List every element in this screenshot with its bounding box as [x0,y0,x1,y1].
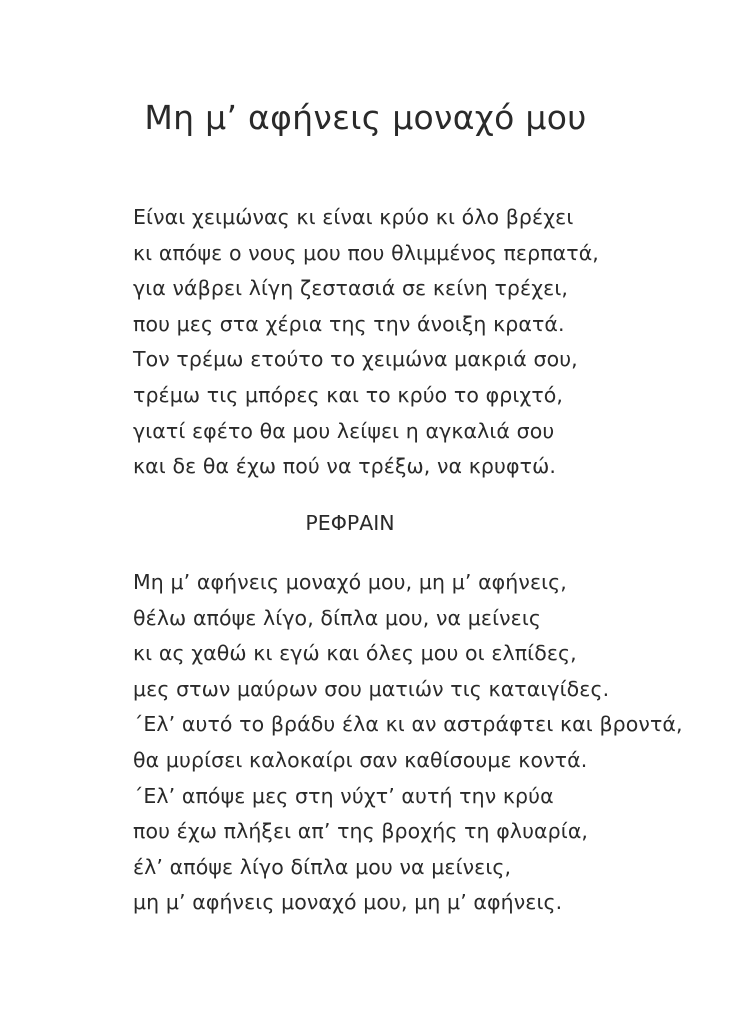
refrain-line: Μη μ’ αφήνεις μοναχό μου, μη μ’ αφήνεις, [133,570,567,594]
poem-title: Μη μ’ αφήνεις μοναχό μου [144,98,587,137]
refrain-line: έλ’ απόψε λίγο δίπλα μου να μείνεις, [133,854,512,879]
refrain-line: ΄Ελ’ αυτό το βράδυ έλα κι αν αστράφτει και βροντά, [133,712,683,737]
verse-line: κι απόψε ο νους μου που θλιμμένος περπατά, [133,240,599,265]
verse-line: για νάβρει λίγη ζεστασιά σε κείνη τρέχει, [133,276,568,301]
refrain-line: ΄Ελ’ απόψε μες στη νύχτ’ αυτή την κρύα [133,783,554,808]
verse-line: τρέμω τις μπόρες και το κρύο το φριχτό, [133,382,564,407]
verse-line: που μες στα χέρια της την άνοιξη κρατά. [133,311,565,336]
refrain-line: που έχω πλήξει απ’ της βροχής τη φλυαρία, [133,819,589,844]
verse-line: γιατί εφέτο θα μου λείψει η αγκαλιά σου [133,418,555,443]
refrain-line: μες στων μαύρων σου ματιών τις καταιγίδες. [133,676,610,701]
refrain-stanza [133,565,713,921]
refrain-line: θέλω απόψε λίγο, δίπλα μου, να μείνεις [133,605,542,630]
verse-line: Είναι χειμώνας κι είναι κρύο κι όλο βρέχει [133,205,574,229]
verse-line: Τον τρέμω ετούτο το χειμώνα μακριά σου, [133,347,578,372]
refrain-line: κι ας χαθώ κι εγώ και όλες μου οι ελπίδες, [133,641,577,666]
refrain-line: μη μ’ αφήνεις μοναχό μου, μη μ’ αφήνεις. [133,890,563,915]
refrain-line: θα μυρίσει καλοκαίρι σαν καθίσουμε κοντά. [133,747,588,772]
verse-line: και δε θα έχω πού να τρέξω, να κρυφτώ. [133,454,556,479]
refrain-heading: ΡΕΦΡΑΙΝ [305,511,395,535]
verse-stanza [133,200,713,485]
